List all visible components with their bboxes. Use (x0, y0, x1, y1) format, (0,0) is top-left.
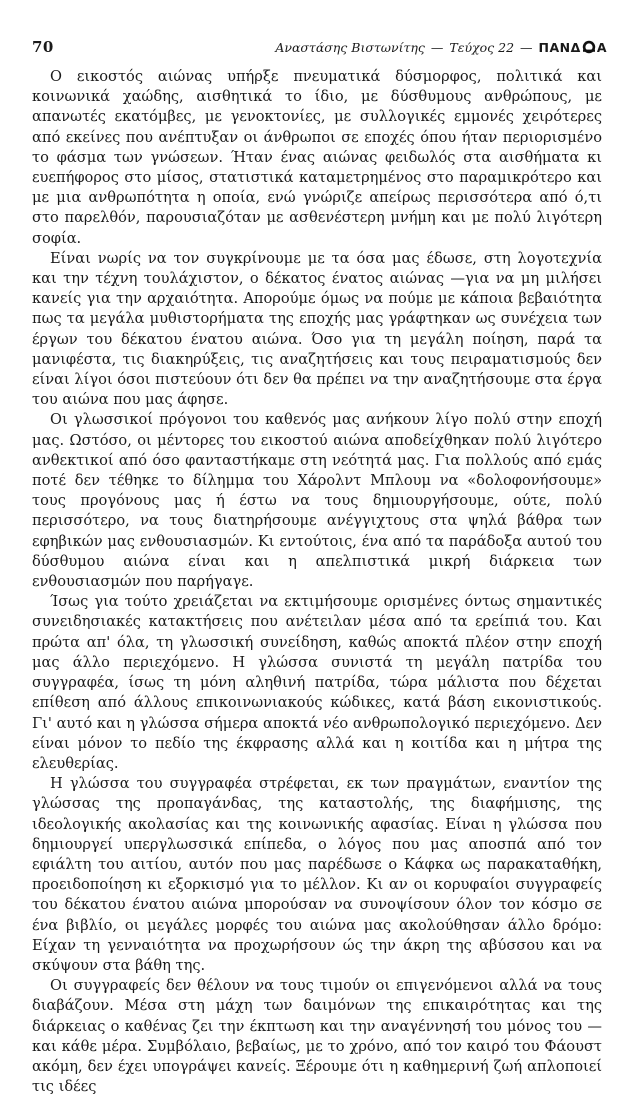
article-body (32, 67, 602, 1097)
brand-wordmark (539, 40, 607, 55)
author-name: Αναστάσης Βιστωνίτης (275, 39, 425, 55)
page-header (32, 36, 607, 58)
running-head (275, 40, 607, 55)
paragraph: Οι γλωσσικοί πρόγονοι του καθενός μας ανήκουν λίγο πολύ στην εποχή μας. Ωστόσο, οι μέντορες του εικοστού αιώνα αποδείχθηκαν πολύ λιγότερο ανθεκτικοί από όσο φανταστήκαμε στη νεότητά μας. Για πολλούς από εμάς ποτέ δεν τέθηκε το δίλημμα του Χάρολντ Μπλουμ να «δολοφονήσουμε» τους προγόνους μας ή έστω να τους δημιουργήσουμε, ούτε, πολύ περισσότερο, να τους διατηρήσουμε ανέγγιχτους στα ψηλά βάθρα των εφηβικών μας ενθουσιασμών. Κι εντούτοις, ένα από τα παράδοξα αυτού του δύσθυμου αιώνα είναι και η απελπιστικά μικρή διάρκεια των ενθουσιασμών που παρήγαγε. (32, 411, 602, 591)
paragraph: Οι συγγραφείς δεν θέλουν να τους τιμούν οι επιγενόμενοι αλλά να τους διαβάζουν. Μέσα στη μάχη των δαιμόνων της επικαιρότητας και της διάρκειας ο καθένας ζει την έκπτωση και την αναγέννησή του μόνος του —και κάθε μέρα. Συμβόλαιο, βεβαίως, με το χρόνο, από τον καιρό του Φάουστ ακόμη, δεν έχει υπογράψει κανείς. Ξέρουμε ότι η καθημερινή ζωή απλοποιεί τις ιδέες (32, 977, 602, 1096)
page-number: 70 (32, 38, 54, 56)
paragraph: Είναι νωρίς να τον συγκρίνουμε με τα όσα μας έδωσε, στη λογοτεχνία και την τέχνη τουλάχιστον, ο δέκατος ένατος αιώνας —για να μη μιλήσει κανείς για την αρχαιότητα. Απορούμε όμως να πούμε με κάποια βεβαιότητα πως τα μεγάλα μυθιστορήματα της εποχής μας γράφτηκαν ως συνέχεια των έργων του δέκατου ένατου αιώνα. Όσο για τη μεγάλη ποίηση, παρά τα μανιφέστα, τις διακηρύξεις, τις αναζητήσεις και τους πειραματισμούς δεν είναι λίγοι όσοι πιστεύουν ότι δεν θα πρέπει να την αναζητήσουμε στα έργα του αιώνα που μας άφησε. (32, 249, 602, 409)
header-separator: — (430, 39, 444, 55)
header-separator: — (520, 39, 533, 55)
brand-suffix: Α (596, 39, 607, 55)
paragraph: Η γλώσσα του συγγραφέα στρέφεται, εκ των πραγμάτων, εναντίον της γλώσσας της προπαγάνδας, της καταστολής, της διαφήμισης, της ιδεολογικής ακολασίας και της κοινωνικής αφασίας. Είναι η γλώσσα που δημιουργεί υπεργλωσσικά επίπεδα, ο λόγος που μας αποσπά από τον εφιάλτη του αιτίου, αυτόν που μας παρέδωσε ο Κάφκα ως παρακαταθήκη, προειδοποίηση κι εξορκισμό για το μέλλον. Κι αν οι κορυφαίοι συγγραφείς του δέκατου ένατου αιώνα μπορούσαν να συνοψίσουν όλον τον κόσμο σε ένα βιβλίο, οι μεγάλες μορφές του αιώνα μας ακολούθησαν άλλο δρόμο: Είχαν τη γενναιότητα να προχωρήσουν ώς την άκρη της αβύσσου και να σκύψουν στα βάθη της. (32, 775, 602, 974)
paragraph: Ο εικοστός αιώνας υπήρξε πνευματικά δύσμορφος, πολιτικά και κοινωνικά χαώδης, αισθητικά το ίδιο, με δύσθυμους ανθρώπους, με απανωτές εκατόμβες, με γενοκτονίες, με συλλογικές εμμονές χειρότερες από εκείνες που ανέπτυξαν οι άνθρωποι σε εποχές όπου ήταν περιορισμένο το φάσμα των γνώσεων. Ήταν ένας αιώνας φειδωλός στα αισθήματα κι ευεπήφορος στο μίσος, στατιστικά καταμετρημένος στο παραμικρότερο και με μια ανθρωπότητα η οποία, ενώ γνώριζε απείρως περισσότερα από ό,τι στο παρελθόν, παρουσιαζόταν με ασθενέστερη μνήμη και με πολύ λιγότερη σοφία. (32, 68, 602, 247)
pandora-logo-icon (582, 40, 596, 54)
brand-prefix: ΠΑΝΔ (538, 39, 581, 55)
paragraph: Ίσως για τούτο χρειάζεται να εκτιμήσουμε ορισμένες όντως σημαντικές συνειδησιακές κατακτήσεις που ανέτειλαν μέσα από τα ερείπιά του. Και πρώτα απ' όλα, τη γλωσσική συνείδηση, καθώς αποκτά πλέον στην εποχή μας άλλο περιεχόμενο. Η γλώσσα συνιστά τη μεγάλη πατρίδα του συγγραφέα, ίσως τη μόνη αληθινή πατρίδα, τώρα μάλιστα που δέχεται επίθεση από άλλους επικοινωνιακούς κώδικες, κατά βάση εικονιστικούς. Γι' αυτό και η γλώσσα σήμερα αποκτά νέο ανθρωπολογικό περιεχόμενο. Δεν είναι μόνον το πεδίο της έκφρασης αλλά και η κοιτίδα και η μήτρα της ελευθερίας. (32, 593, 602, 772)
issue-label: Τεύχος 22 (449, 39, 515, 55)
